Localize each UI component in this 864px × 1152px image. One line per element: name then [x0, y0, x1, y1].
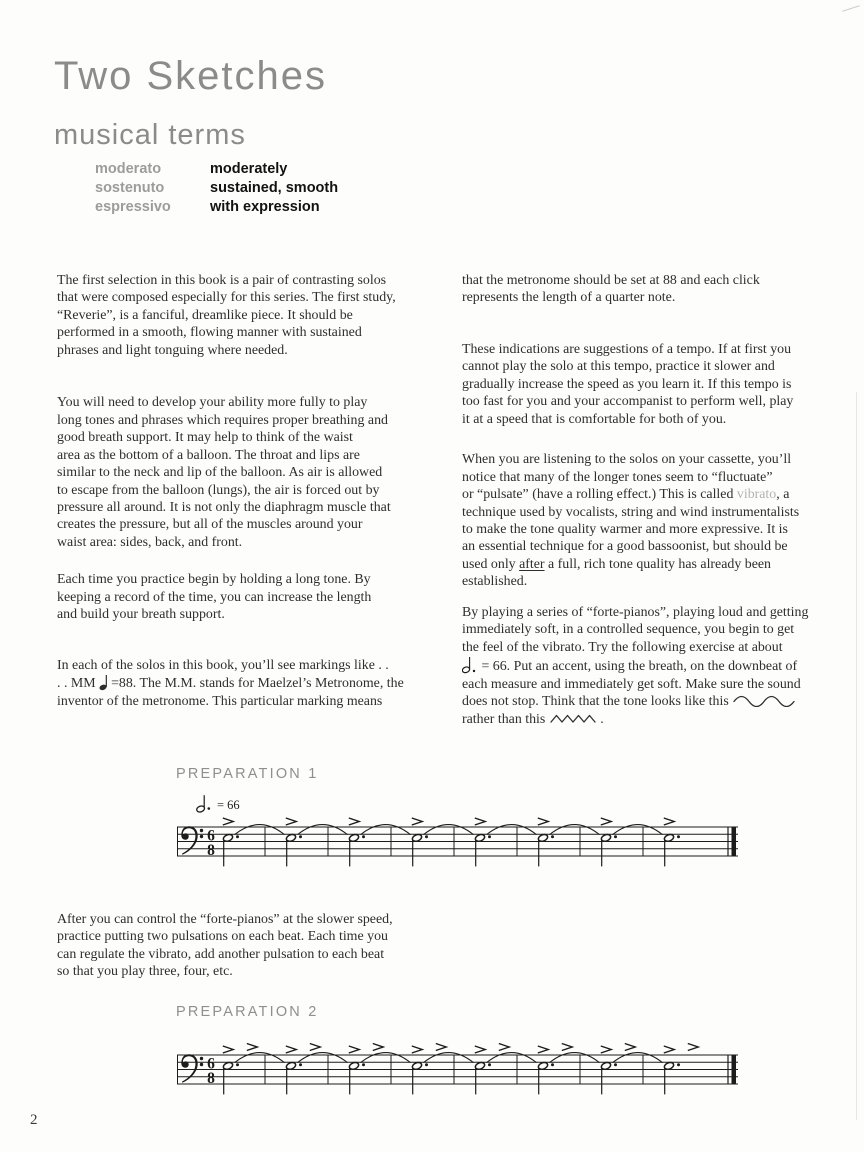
accent-mark [412, 1046, 422, 1053]
music-staff-preparation-1 [176, 795, 742, 875]
accent-mark [349, 1046, 359, 1053]
tie [550, 825, 600, 835]
tie [550, 1053, 600, 1063]
augmentation-dot [488, 835, 491, 838]
term-definition: with expression [210, 199, 320, 215]
scan-artifact-line [856, 392, 857, 1120]
bass-clef-dot [200, 1063, 203, 1066]
music-staff-preparation-2 [176, 1023, 742, 1103]
accent-mark [538, 1046, 548, 1053]
augmentation-dot [488, 1063, 491, 1066]
tie [424, 1053, 474, 1063]
accent-mark [412, 818, 422, 825]
augmentation-dot [551, 835, 554, 838]
page-number: 2 [30, 1112, 38, 1128]
final-barline-thick [732, 1055, 737, 1084]
accent-mark [286, 818, 296, 825]
augmentation-dot [236, 1063, 239, 1066]
tie [235, 825, 285, 835]
augmentation-dot [236, 835, 239, 838]
augmentation-dot [425, 835, 428, 838]
paragraph: that the metronome should be set at 88 and each click represents the length of a quarter note. [462, 273, 760, 306]
accent-mark [286, 1046, 296, 1053]
bass-clef-icon [181, 1054, 197, 1083]
term-row [95, 199, 338, 218]
time-signature-top: 6 [207, 1055, 215, 1073]
accent-mark [562, 1044, 572, 1051]
term-name: espressivo [95, 199, 171, 215]
zigzag-wave-icon [549, 712, 597, 725]
paragraph: The first selection in this book is a pair of contrasting solos that were composed especially for this series. The first study, “Reverie”, is a fanciful, dreamlike piece. It should be performed in a smooth, flowing manner with sustained phrases and light tonguing where needed. [57, 273, 396, 358]
tie [235, 1053, 285, 1063]
augmentation-dot [425, 1063, 428, 1066]
time-signature-bottom: 8 [207, 1070, 215, 1088]
dotted-half-note-icon [462, 656, 478, 674]
augmentation-dot [614, 1063, 617, 1066]
accent-mark [601, 1046, 611, 1053]
paragraph: These indications are suggestions of a tempo. If at first you cannot play the solo at this tempo, practice it slower and gradually increase the speed as you learn it. If this tempo is too fast for you and your accompanist to perform well, play it at a speed that is comfortable for both of you. [462, 341, 794, 427]
vibrato-highlight: vibrato [736, 487, 777, 503]
term-definition: moderately [210, 161, 288, 177]
term-name: sostenuto [95, 180, 165, 196]
augmentation-dot [299, 1063, 302, 1066]
tie [361, 1053, 411, 1063]
tie [613, 1053, 663, 1063]
time-signature-top: 6 [207, 827, 215, 845]
accent-mark [664, 818, 674, 825]
section-title: musical terms [54, 119, 246, 151]
scan-artifact-scratch [842, 5, 859, 12]
tempo-value: = 66 [217, 798, 240, 812]
tie [487, 825, 537, 835]
accent-mark [499, 1044, 509, 1051]
term-name: moderato [95, 161, 162, 177]
term-row [95, 161, 338, 180]
augmentation-dot [614, 835, 617, 838]
preparation-2-heading: PREPARATION 2 [176, 1004, 319, 1020]
augmentation-dot [362, 835, 365, 838]
smooth-wave-icon [732, 694, 796, 707]
time-signature-bottom: 8 [207, 842, 215, 860]
tie [613, 825, 663, 835]
text-column-left [57, 272, 517, 710]
augmentation-dot [362, 1063, 365, 1066]
augmentation-dot [551, 1063, 554, 1066]
term-row [95, 180, 338, 199]
accent-mark [475, 818, 485, 825]
accent-mark [349, 818, 359, 825]
augmentation-dot [299, 835, 302, 838]
tie [298, 1053, 348, 1063]
tie [298, 825, 348, 835]
paragraph: You will need to develop your ability more fully to play long tones and phrases which requires proper breathing and good breath support. It may help to think of the waist area as the bottom of a balloon. The throat and lips are similar to the neck and lip of the balloon. As air is allowed to escape from the balloon (lungs), the air is forced out by pressure all around. It is not only the diaphragm muscle that creates the pressure, but all of the muscles around your waist area: sides, back, and front. [57, 395, 391, 550]
paragraph: By playing a series of “forte-pianos”, playing loud and getting immediately soft, in a controlled sequence, you begin to get the feel of the vibrato. Try the following exercise at about = 66. Put an accent, using the breath, on the downbeat of each measure and immediately get soft. Make sure the sound does not stop. Think that the tone looks like this rather than this . [462, 604, 809, 727]
paragraph: In each of the solos in this book, you’ll see markings like . . . . MM =88. The M.M. stands for Maelzel’s Metronome, the inventor of the metronome. This particular marking means [57, 657, 404, 709]
tie [361, 825, 411, 835]
bass-clef-icon [181, 826, 197, 855]
bass-clef-dot [200, 1057, 203, 1060]
accent-mark [436, 1044, 446, 1051]
accent-mark [625, 1044, 635, 1051]
accent-mark [310, 1044, 320, 1051]
text-column-right [462, 272, 864, 728]
paragraph: After you can control the “forte-pianos” at the slower speed, practice putting two pulsations on each beat. Each time you can regulate the vibrato, add another pulsation to each beat so that you play three, four, etc. [57, 912, 393, 980]
accent-mark [223, 818, 233, 825]
bass-clef-dot [200, 835, 203, 838]
underlined-word: after [519, 556, 545, 572]
musical-terms-list [95, 161, 338, 218]
bass-clef-dot [200, 829, 203, 832]
tie [487, 1053, 537, 1063]
final-barline-thick [732, 827, 737, 856]
paragraph: Each time you practice begin by holding a long tone. By keeping a record of the time, you can increase the length and build your breath support. [57, 572, 372, 623]
accent-mark [475, 1046, 485, 1053]
accent-mark [688, 1044, 698, 1051]
accent-mark [247, 1044, 257, 1051]
augmentation-dot [677, 835, 680, 838]
preparation-1-heading: PREPARATION 1 [176, 766, 319, 782]
quarter-note-icon [99, 674, 111, 691]
accent-mark [601, 818, 611, 825]
paragraph: When you are listening to the solos on your cassette, you’ll notice that many of the longer tones seem to “fluctuate” or “pulsate” (have a rolling effect.) This is called vibrato, a technique used by vocalists, string and wind instrumentalists to make the tone quality warmer and more expressive. It is an essential technique for a good bassoonist, but should be used only after a full, rich tone quality has already been established. [462, 452, 800, 590]
term-definition: sustained, smooth [210, 180, 339, 196]
augmentation-dot [677, 1063, 680, 1066]
accent-mark [664, 1046, 674, 1053]
accent-mark [538, 818, 548, 825]
tie [424, 825, 474, 835]
page-title: Two Sketches [54, 54, 328, 98]
accent-mark [373, 1044, 383, 1051]
accent-mark [223, 1046, 233, 1053]
